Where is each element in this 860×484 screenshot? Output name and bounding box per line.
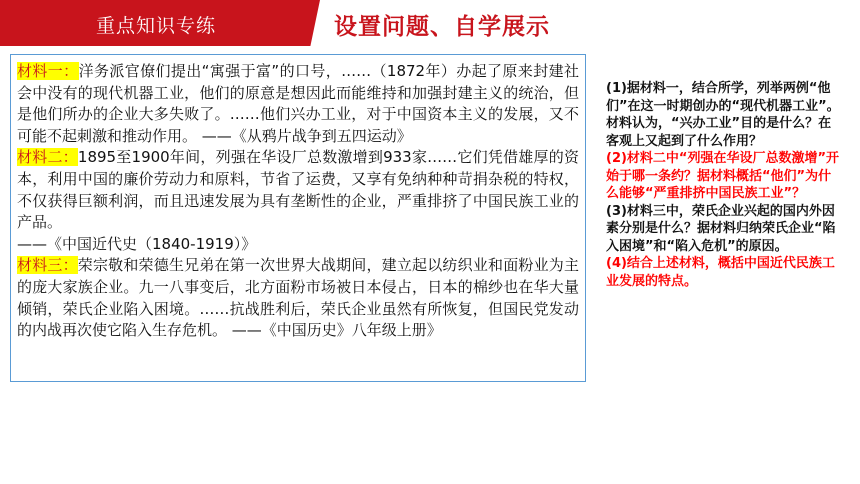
material-2	[17, 147, 579, 233]
material-2-text: 1895至1900年间，列强在华设厂总数激增到933家……它们凭借雄厚的资本，利用中国的廉价劳动力和原料，节省了运费，又享有免纳种种苛捐杂税的特权，不仅获得巨额利润，而且迅速发展为具有垄断性的企业，严重排挤了中国民族工业的产品。	[17, 148, 579, 232]
material-3-text: 荣宗敬和荣德生兄弟在第一次世界大战期间，建立起以纺织业和面粉业为主的庞大家族企业。九一八事变后，北方面粉市场被日本侵占，日本的棉纱也在华大量倾销，荣氏企业陷入困境。……抗战胜利后，荣氏企业虽然有所恢复，但国民党发动的内战再次使它陷入生存危机。 ——《中国历史》八年级上册》	[17, 256, 579, 340]
question-3: (3)材料三中，荣氏企业兴起的国内外因素分别是什么？据材料归纳荣氏企业“陷入困境”和“陷入危机”的原因。	[606, 203, 836, 254]
material-3	[17, 255, 579, 341]
material-1-label: 材料一：	[17, 62, 79, 80]
material-2-source: ——《中国近代史（1840-1919）》	[17, 234, 257, 253]
materials-box	[10, 54, 586, 382]
question-1: (1)据材料一，结合所学，列举两例“他们”在这一时期创办的“现代机器工业”。材料认为，“兴办工业”目的是什么？在客观上又起到了什么作用？	[606, 81, 840, 149]
question-2: (2)材料二中“列强在华设厂总数激增”开始于哪一条约？据材料概括“他们”为什么能够“严重排挤中国民族工业”？	[606, 151, 840, 201]
material-1-text: 洋务派官僚们提出“寓强于富”的口号，……（1872年）办起了原来封建社会中没有的现代机器工业，他们的原意是想因此而能维持和加强封建主义的统治，但是他们所办的企业大多失败了。……他们兴办工业，对于中国资本主义的发展，又不可能不起刺激和推动作用。 ——《从鸦片战争到五四运动》	[17, 62, 579, 145]
material-2-label: 材料二：	[17, 148, 78, 167]
material-1	[17, 61, 579, 147]
question-list	[606, 80, 842, 290]
question-4: (4)结合上述材料，概括中国近代民族工业发展的特点。	[606, 256, 835, 289]
slide-heading: 设置问题、自学展示	[334, 14, 550, 40]
material-3-label: 材料三：	[17, 256, 78, 275]
section-banner-title: 重点知识专练	[96, 15, 217, 37]
